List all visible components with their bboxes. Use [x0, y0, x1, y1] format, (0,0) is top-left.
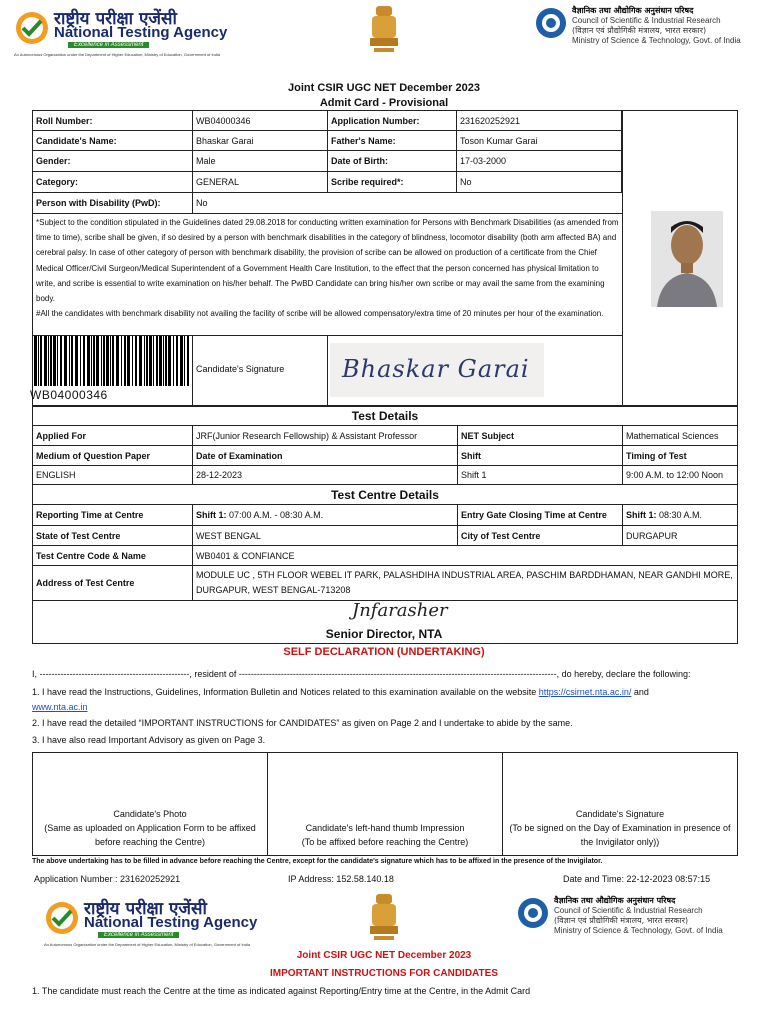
timing-label: Timing of Test: [622, 445, 738, 466]
father-value: Toson Kumar Garai: [456, 130, 622, 151]
scribe-note-2: #All the candidates with benchmark disability not availing the facility of scribe will be allowed compensatory/extra time of 20 minutes per hour of the examination.: [36, 309, 604, 319]
shift-value: Shift 1: [457, 465, 623, 485]
nta-subtext: An Autonomous Organization under the Department of Higher Education, Ministry of Education, Government of India: [14, 52, 221, 57]
nta-logo-page2: [44, 896, 258, 948]
centre-code-value: WB0401 & CONFIANCE: [192, 545, 738, 566]
nta-link[interactable]: www.nta.ac.in: [32, 702, 88, 712]
gate-label: Entry Gate Closing Time at Centre: [457, 504, 623, 526]
ashoka-emblem-icon: [364, 890, 404, 948]
exam-title: Joint CSIR UGC NET December 2023: [288, 82, 480, 94]
csir-hindi2: (विज्ञान एवं प्रौद्योगिकी मंत्रालय, भारत सरकार): [554, 916, 689, 925]
thumb-impression-title: Candidate's left-hand thumb Impression: [305, 823, 465, 833]
declaration-line-0: I, --------------------------------------------------, resident of ----------------------------------------------------------------------------------------------------------, do hereby, declare the following:: [32, 669, 691, 679]
thumb-impression-text: [275, 821, 495, 849]
name-value: Bhaskar Garai: [192, 130, 328, 151]
dob-label: Date of Birth:: [327, 150, 457, 172]
scribe-note-1: *Subject to the condition stipulated in the Guidelines dated 29.08.2018 for conducting written examination for Persons with Benchmark Disabilities (as amended from time to time), scribe shall be given, if so desired by a person with benchmark disabilities in the category of blindness, locomotor disability (both arm affected BA) and cerebral palsy. In case of other category of person with benchmark disability, the provision of scribe can be allowed on production of a certificate from the Chief Medical Officer/Civil Surgeon/Medical Superintendent of a Government Health Care Institution, to the effect that the person concerned has physical limitation to write, and scribe is essential to write examination on his/her behalf. The PwBD Candidate can bring his/her own scribe or may avail the same from the examining body.: [36, 218, 619, 304]
csir-text: [554, 896, 723, 936]
city-label: City of Test Centre: [457, 525, 623, 546]
reporting-label: Reporting Time at Centre: [32, 504, 193, 526]
barcode-icon: [34, 336, 192, 392]
nta-tagline: Excellence in Assessment: [98, 932, 179, 938]
csir-english: Council of Scientific & Industrial Research: [554, 906, 703, 915]
subject-value: Mathematical Sciences: [622, 425, 738, 446]
csir-ministry: Ministry of Science & Technology, Govt. of India: [554, 926, 723, 935]
applied-label: Applied For: [32, 425, 193, 446]
page2-exam-title: Joint CSIR UGC NET December 2023: [296, 950, 472, 961]
csir-logo: [534, 4, 764, 56]
appno-value: 231620252921: [456, 110, 622, 131]
declaration-line-1: [32, 685, 738, 715]
csir-hindi: वैज्ञानिक तथा औद्योगिक अनुसंधान परिषद: [554, 896, 676, 905]
address-label: Address of Test Centre: [32, 565, 193, 601]
father-label: Father's Name:: [327, 130, 457, 151]
csir-hindi2: (विज्ञान एवं प्रौद्योगिकी मंत्रालय, भारत सरकार): [572, 26, 707, 35]
candidate-photo-image: [651, 211, 723, 307]
state-value: WEST BENGAL: [192, 525, 458, 546]
photo-affix-desc: (Same as uploaded on Application Form to be affixed before reaching the Centre): [44, 823, 256, 847]
dob-value: 17-03-2000: [456, 150, 622, 172]
shift-label: Shift: [457, 445, 623, 466]
reporting-shift: Shift 1:: [196, 510, 227, 520]
scribe-value: No: [456, 171, 622, 193]
thumb-impression-box: [267, 752, 503, 856]
csir-ministry: Ministry of Science & Technology, Govt. of India: [572, 36, 741, 45]
category-label: Category:: [32, 171, 193, 193]
pwd-label: Person with Disability (PwD):: [32, 192, 193, 214]
signature-affix-box: [502, 752, 738, 856]
nta-hindi-name: राष्ट्रीय परीक्षा एजेंसी: [84, 899, 207, 919]
nta-emblem-icon: [44, 900, 80, 936]
declaration-and: and: [631, 687, 649, 697]
category-value: GENERAL: [192, 171, 328, 193]
footer-application-number: Application Number : 231620252921: [34, 874, 181, 884]
nta-logo: [14, 6, 228, 58]
medium-value: ENGLISH: [32, 465, 193, 485]
page2-instruction-1: 1. The candidate must reach the Centre at the time as indicated against Reporting/Entry time at the Centre, in the Admit Card: [32, 986, 531, 996]
gate-shift: Shift 1:: [626, 510, 657, 520]
photo-affix-text: [40, 807, 260, 849]
timing-value: 9:00 A.M. to 12:00 Noon: [622, 465, 738, 485]
csir-logo-page2: [516, 894, 746, 946]
candidate-signature-script: Bhaskar Garai: [342, 355, 530, 383]
appno-label: Application Number:: [327, 110, 457, 131]
signature-affix-title: Candidate's Signature: [575, 809, 665, 819]
nta-tagline: Excellence in Assessment: [68, 42, 149, 48]
page2-instructions-title: IMPORTANT INSTRUCTIONS FOR CANDIDATES: [270, 968, 498, 979]
candidate-photo: [651, 211, 723, 307]
state-label: State of Test Centre: [32, 525, 193, 546]
csir-english: Council of Scientific & Industrial Research: [572, 16, 721, 25]
nta-hindi-name: राष्ट्रीय परीक्षा एजेंसी: [54, 9, 177, 29]
nta-emblem-icon: [14, 10, 50, 46]
footer-date-time: Date and Time: 22-12-2023 08:57:15: [563, 874, 711, 884]
gender-label: Gender:: [32, 150, 193, 172]
candidate-signature-image: [330, 343, 544, 397]
csir-hindi: वैज्ञानिक तथा औद्योगिक अनुसंधान परिषद: [572, 6, 694, 15]
national-emblem-page2: [364, 890, 404, 948]
footer-ip-address: IP Address: 152.58.140.18: [288, 874, 394, 884]
national-emblem: [364, 2, 404, 60]
test-details-header: Test Details: [32, 406, 738, 426]
date-label: Date of Examination: [192, 445, 458, 466]
pwd-value: No: [192, 192, 623, 214]
declaration-line-3: 3. I have also read Important Advisory as given on Page 3.: [32, 735, 266, 745]
thumb-impression-desc: (To be affixed before reaching the Centre): [301, 837, 469, 847]
csir-emblem-icon: [516, 896, 550, 930]
self-declaration-heading: SELF DECLARATION (UNDERTAKING): [283, 646, 485, 658]
roll-label: Roll Number:: [32, 110, 193, 131]
candidate-signature-label: Candidate's Signature: [196, 364, 285, 374]
director-title: Senior Director, NTA: [325, 627, 443, 641]
csir-emblem-icon: [534, 6, 568, 40]
applied-value: JRF(Junior Research Fellowship) & Assistant Professor: [192, 425, 458, 446]
barcode-number: WB04000346: [30, 388, 108, 402]
signature-affix-text: [505, 807, 735, 849]
address-value: MODULE UC , 5TH FLOOR WEBEL IT PARK, PALASHDIHA INDUSTRIAL AREA, PASCHIM BARDDHAMAN, NEAR GANDHI MORE, DURGAPUR, WEST BENGAL-713208: [192, 565, 738, 601]
medium-label: Medium of Question Paper: [32, 445, 193, 466]
reporting-time: 07:00 A.M. - 08:30 A.M.: [229, 510, 324, 520]
photo-affix-title: Candidate's Photo: [113, 809, 187, 819]
nta-english-name: National Testing Agency: [54, 24, 228, 41]
city-value: DURGAPUR: [622, 525, 738, 546]
reporting-value: [192, 504, 458, 526]
name-label: Candidate's Name:: [32, 130, 193, 151]
gate-value: [622, 504, 738, 526]
nta-english-name: National Testing Agency: [84, 914, 258, 931]
undertaking-note: The above undertaking has to be filled in advance before reaching the Centre, except for the candidate's signature which has to be affixed in the presence of the Invigilator.: [32, 858, 603, 865]
ashoka-emblem-icon: [364, 2, 404, 60]
subject-label: NET Subject: [457, 425, 623, 446]
declaration-line-2: 2. I have read the detailed “IMPORTANT INSTRUCTIONS for CANDIDATES” as given on Page 2 and I undertake to abide by the same.: [32, 718, 573, 728]
gender-value: Male: [192, 150, 328, 172]
roll-value: WB04000346: [192, 110, 328, 131]
centre-details-header: Test Centre Details: [32, 484, 738, 505]
photo-affix-box: [32, 752, 268, 856]
signature-affix-desc: (To be signed on the Day of Examination in presence of the Invigilator only)): [509, 823, 731, 847]
admit-card-title: Admit Card - Provisional: [319, 97, 449, 109]
nta-subtext: An Autonomous Organization under the Department of Higher Education, Ministry of Education, Government of India: [44, 942, 251, 947]
gate-time: 08:30 A.M.: [659, 510, 703, 520]
csir-text: [572, 6, 741, 46]
declaration-line-1-text: 1. I have read the Instructions, Guidelines, Information Bulletin and Notices related to this examination available on the website: [32, 687, 539, 697]
scribe-label: Scribe required*:: [327, 171, 457, 193]
centre-code-label: Test Centre Code & Name: [32, 545, 193, 566]
date-value: 28-12-2023: [192, 465, 458, 485]
csirnet-link[interactable]: https://csirnet.nta.ac.in/: [538, 687, 632, 697]
director-signature: Jnfarasher: [352, 600, 448, 621]
scribe-note: [32, 213, 623, 336]
